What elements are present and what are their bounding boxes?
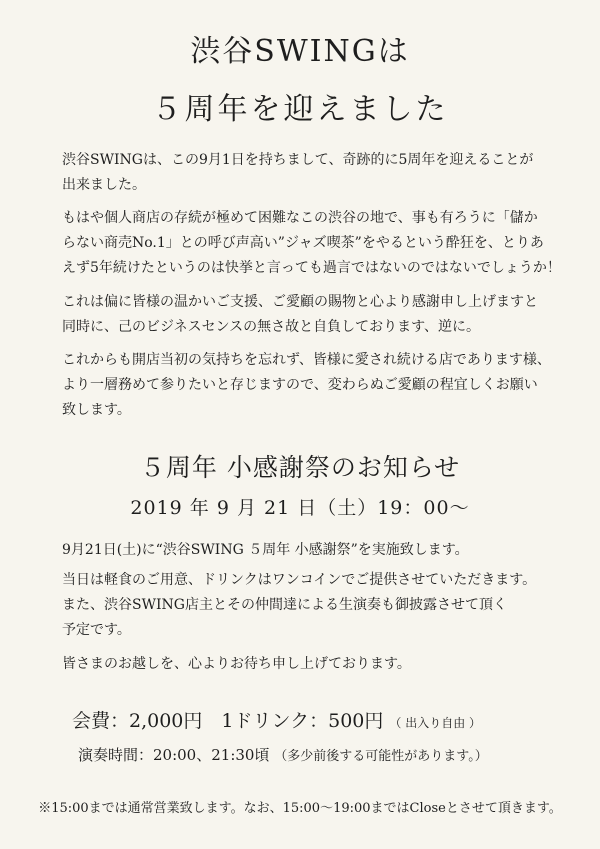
text-line: これは偏に皆様の温かいご支援、ご愛顧の賜物と心より感謝申し上げますと [62,294,538,310]
time-main: 演奏時間：20:00、21:30頃 [78,746,270,764]
fee-info [72,706,572,733]
text-line: 出来ました。 [62,177,146,193]
text-line: 渋谷SWINGは、この9月1日を持ちまして、奇跡的に5周年を迎えることが [62,152,534,168]
text-line: 9月21日(土)に“渋谷SWING ５周年 小感謝祭”を実施致します。 [62,542,469,558]
text-line: また、渋谷SWING店主とその仲間達による生演奏も御披露させて頂く [62,597,507,613]
text-line: えず5年続けたというのは快挙と言っても過言ではないのではないでしょうか！ [62,260,561,276]
event-paragraph-2 [62,568,562,643]
fee-main: 会費：2,000円 1ドリンク：500円 [72,710,384,732]
intro-paragraph-4 [62,348,562,423]
page-subtitle: ５周年を迎えました [151,92,449,127]
text-line: 致します。 [62,402,131,418]
text-line: 皆さまのお越しを、心よりお待ち申し上げております。 [62,656,411,672]
text-line: 予定です。 [62,622,131,638]
event-title: ５周年 小感謝祭のお知らせ [139,453,461,482]
fee-note: （ 出入り自由 ） [389,716,482,730]
text-line: 当日は軽食のご用意、ドリンクはワンコインでご提供させていただきます。 [62,572,537,588]
page-title: 渋谷SWINGは [190,34,410,69]
event-date: 2019 年 9 月 21 日（土）19：00〜 [130,497,470,519]
time-note: （多少前後する可能性があります。） [274,749,488,764]
intro-paragraph-2 [62,206,562,281]
intro-paragraph-1 [62,148,562,198]
text-line: もはや個人商店の存続が極めて困難なこの渋谷の地で、事も有ろうに「儲か [62,210,538,226]
event-paragraph-3 [62,652,562,677]
footer-note: ※15:00までは通常営業致します。なお、15:00〜19:00まではCloseとさせて頂きます。 [38,801,562,816]
performance-time [78,744,578,765]
intro-paragraph-3 [62,290,562,340]
text-line: 同時に、己のビジネスセンスの無さ故と自負しております、逆に。 [62,319,481,335]
event-paragraph-1 [62,538,562,563]
text-line: これからも開店当初の気持ちを忘れず、皆様に愛され続ける店であります様、 [62,352,551,368]
text-line: らない商売No.1」との呼び声高い”ジャズ喫茶”をやるという酔狂を、とりあ [62,235,544,251]
text-line: より一層務めて参りたいと存じますので、変わらぬご愛顧の程宜しくお願い [62,377,538,393]
